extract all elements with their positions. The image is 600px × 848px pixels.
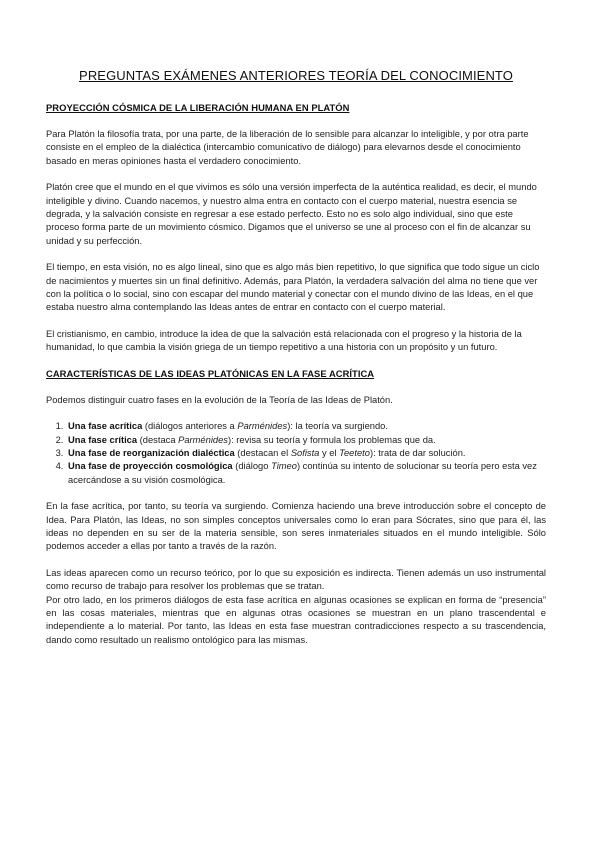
paragraph: Para Platón la filosofía trata, por una parte, de la liberación de lo sensible para alcanzar lo inteligible, y por otra parte consiste en el empleo de la dialéctica (intercambio comunicativo de diálogo) para elevarnos desde el conocimiento basado en meras opiniones hasta el verdadero conocimiento. [46, 129, 529, 166]
phase-item: 1. Una fase acrítica (diálogos anteriores a Parménides): la teoría va surgiendo. [66, 420, 546, 433]
section-heading-acritical-phase: CARACTERÍSTICAS DE LAS IDEAS PLATÓNICAS EN LA FASE ACRÍTICA [46, 367, 375, 379]
paragraph: Platón cree que el mundo en el que vivimos es sólo una versión imperfecta de la auténtica realidad, es decir, el mundo inteligible y divino. Cuando nacemos, y nuestro alma entra en contacto con el cuerpo material, nuestra esencia se degrada, y la salvación consiste en regresar a ese estado perfecto. Esto no es solo algo individual, sino que este proceso forma parte de un movimiento cósmico. Digamos que el universo se une al proceso con el fin de alcanzar su unidad y su perfección. [46, 182, 537, 246]
phase-item: 2. Una fase crítica (destaca Parménides): revisa su teoría y formula los problemas que da. [66, 434, 546, 447]
phase-item: 4. Una fase de proyección cosmológica (diálogo Timeo) continúa su intento de solucionar su teoría pero esta vez acercándose a su visión cosmológica. [66, 460, 546, 487]
section-heading-cosmic-projection: PROYECCIÓN CÓSMICA DE LA LIBERACIÓN HUMANA EN PLATÓN [46, 102, 350, 113]
paragraph-intro: Podemos distinguir cuatro fases en la evolución de la Teoría de las Ideas de Platón. [46, 394, 393, 405]
paragraph: El tiempo, en esta visión, no es algo lineal, sino que es algo más bien repetitivo, lo que significa que todo sigue un ciclo de nacimientos y muertes sin un final definitivo. Además, para Platón, la verdadera salvación del alma no tiene que ver con la política o lo social, sino con escapar del mundo material y conectar con el mundo divino de las Ideas, en el que estaba nuestro alma contemplando las Ideas antes de entrar en contacto con el cuerpo material. [46, 262, 540, 313]
paragraph: Las ideas aparecen como un recurso teórico, por lo que su exposición es indirecta. Tienen además un uso instrumental como recurso de trabajo para resolver los problemas que se tratan. [46, 567, 546, 592]
phase-item: 3. Una fase de reorganización dialéctica (destacan el Sofista y el Teeteto): trata de dar solución. [66, 447, 546, 460]
paragraph: El cristianismo, en cambio, introduce la idea de que la salvación está relacionada con el progreso y la historia de la humanidad, lo que cambia la visión griega de un tiempo repetitivo a una historia con un propósito y un futuro. [46, 328, 522, 353]
phases-list [46, 420, 546, 487]
paragraph: Por otro lado, en los primeros diálogos de esta fase acrítica en algunas ocasiones se explican en forma de “presencia” en las cosas materiales, mientras que en algunas otras ocasiones se muestran en un plano trascendental e independiente a lo material. Por tanto, las Ideas en esta fase muestran contradicciones respecto a su trascendencia, dando como resultado un realismo ontológico para las mismas. [46, 594, 546, 645]
paragraph: En la fase acrítica, por tanto, su teoría va surgiendo. Comienza haciendo una breve introducción sobre el concepto de Idea. Para Platón, las Ideas, no son simples conceptos universales como lo eran para Sócrates, sino que para él, las ideas no dependen en su ser de la materia sensible, son seres inmateriales situados en el mundo inteligible. Sólo podemos acceder a ellas por tanto a través de la razón. [46, 501, 546, 552]
document-title: PREGUNTAS EXÁMENES ANTERIORES TEORÍA DEL CONOCIMIENTO [79, 68, 513, 83]
